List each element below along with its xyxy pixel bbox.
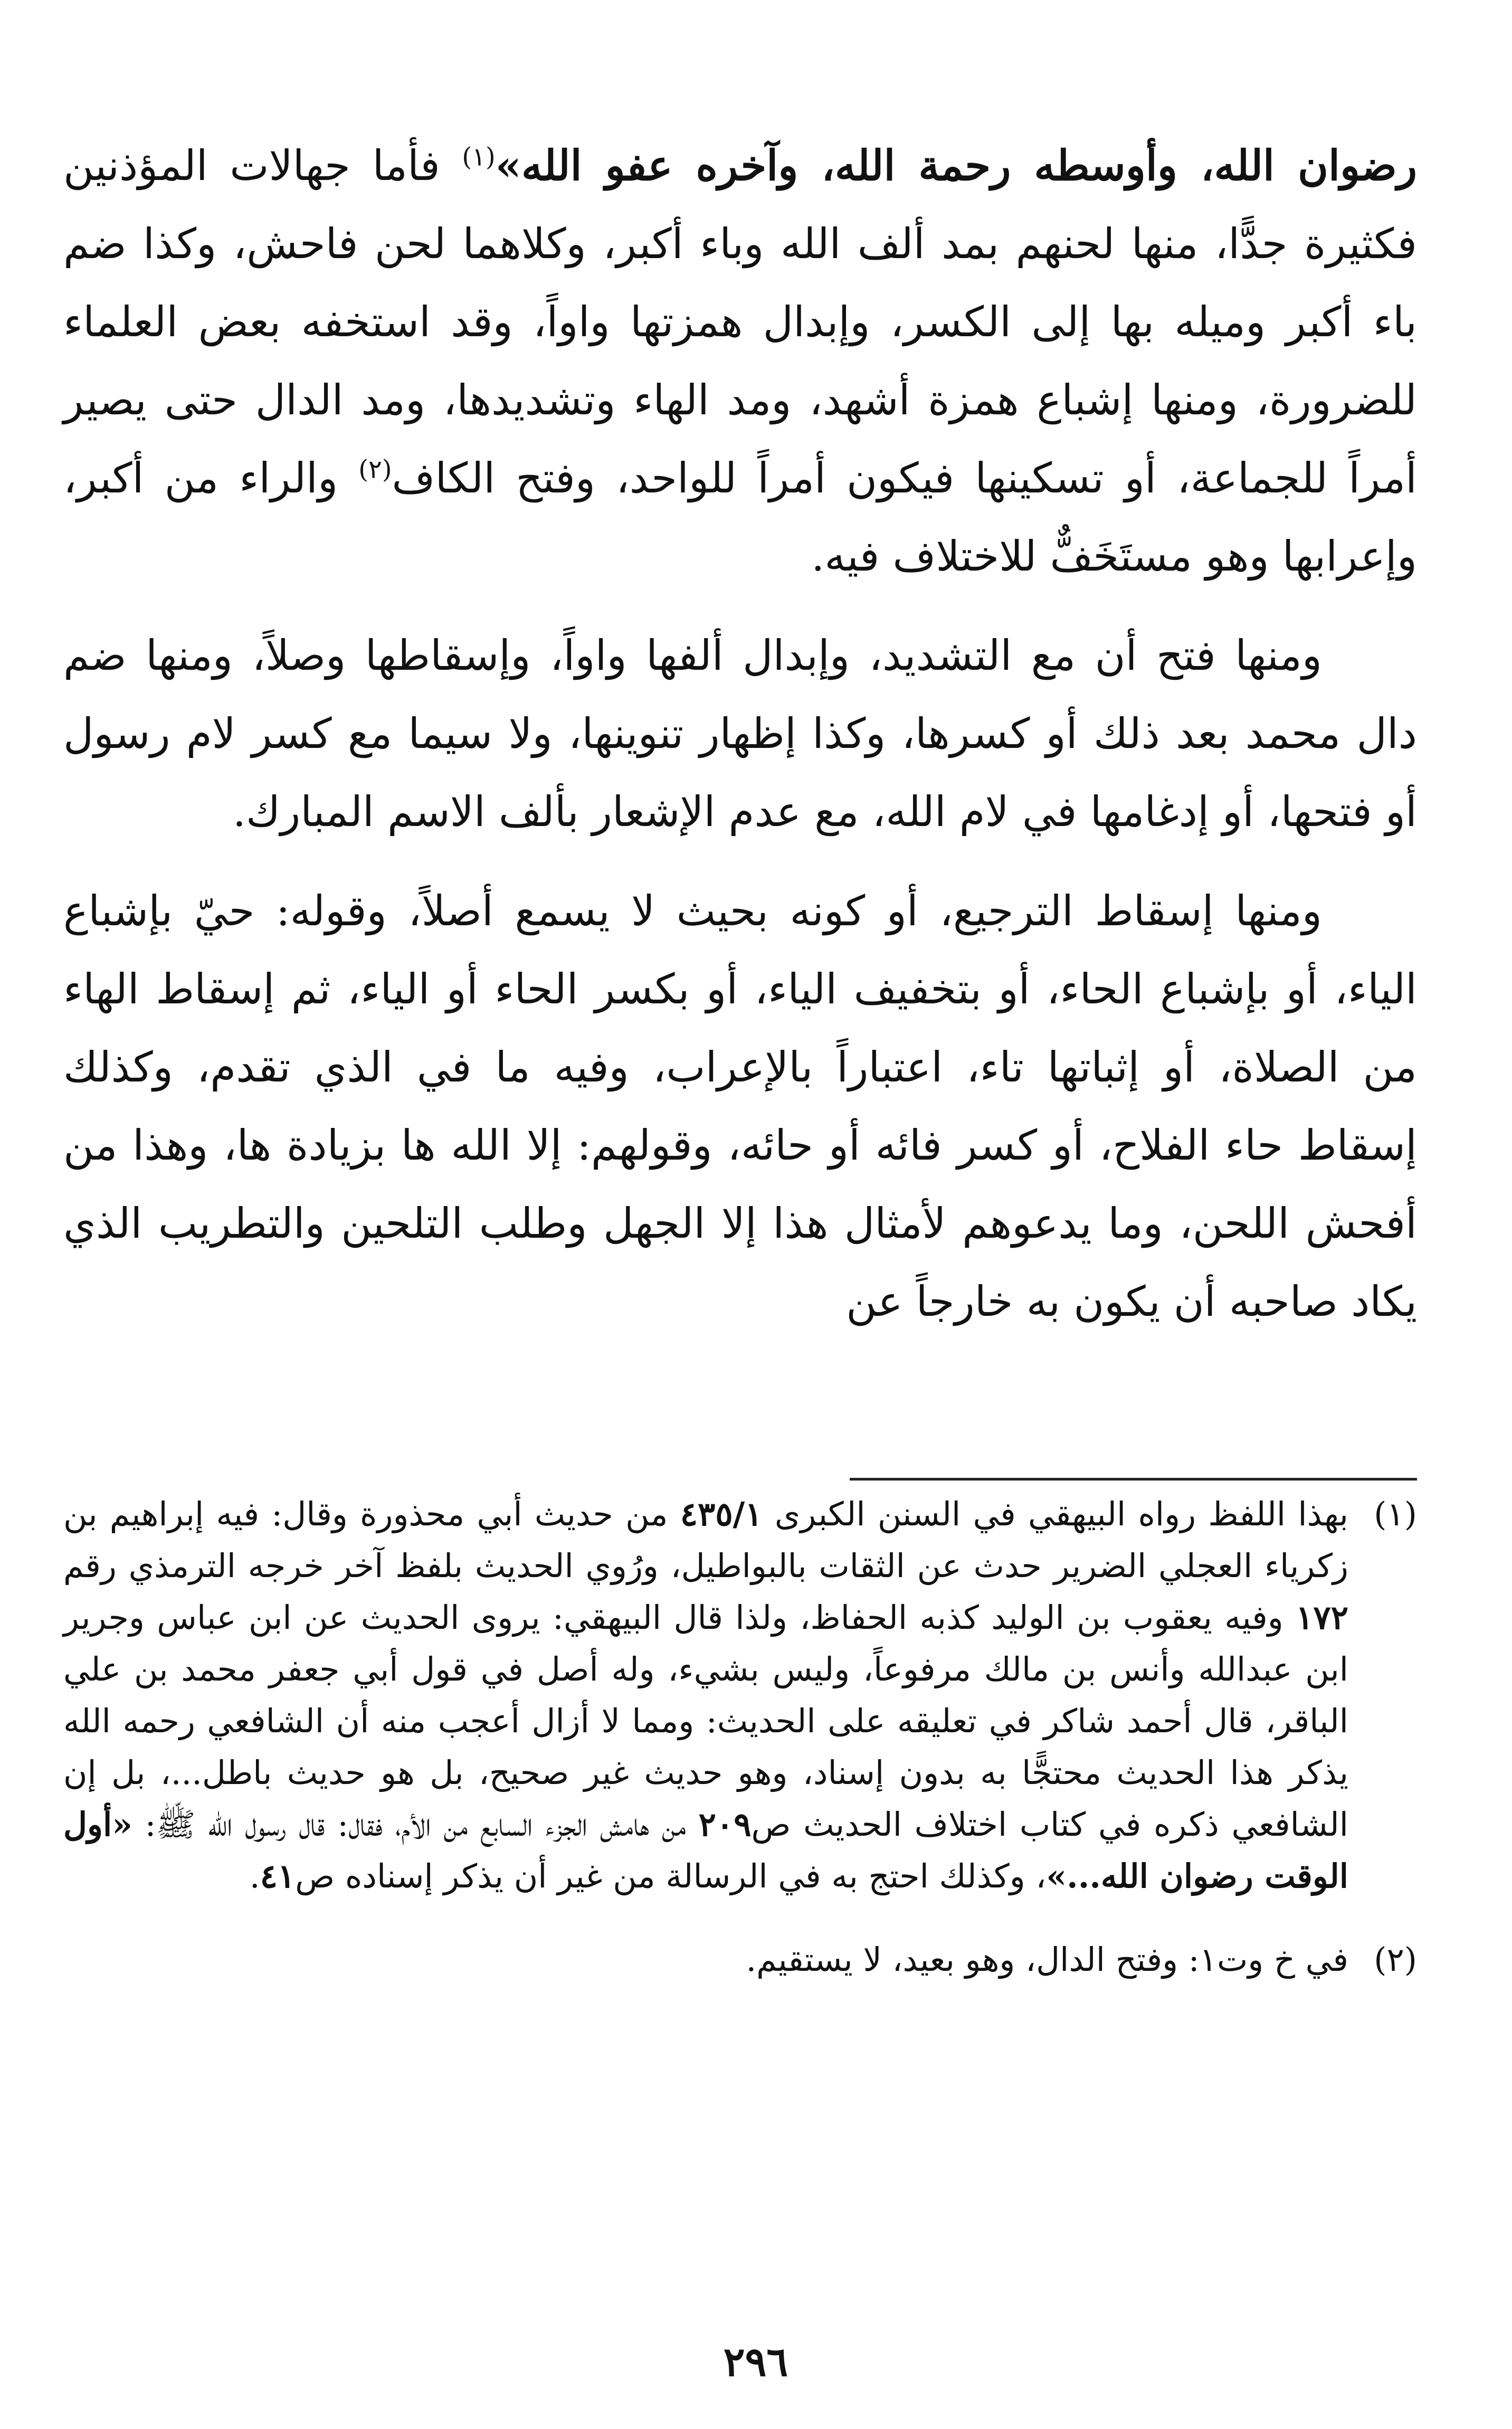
footnote-1-ref-sunan: ٤٣٥/١ — [680, 1495, 763, 1533]
paragraph-3: ومنها إسقاط الترجيع، أو كونه بحيث لا يسمع أصلاً، وقوله: حيّ بإشباع الياء، أو بإشباع الحاء، أو بتخفيف الياء، أو بكسر الحاء أو الياء، ثم إسقاط الهاء من الصلاة، أو إثباتها تاء، اعتباراً بالإعراب، وفيه ما في الذي تقدم، وكذلك إسقاط حاء الفلاح، أو كسر فائه أو حائه، وقولهم: إلا الله ها بزيادة ها، وهذا من أفحش اللحن، وما يدعوهم لأمثال هذا إلا الجهل وطلب التلحين والتطريب الذي يكاد صاحبه أن يكون به خارجاً عن — [63, 887, 1417, 1326]
footnote-1-part-a: بهذا اللفظ رواه البيهقي في السنن الكبرى — [762, 1495, 1348, 1533]
footnote-1-part-e: ، وكذلك احتج به في الرسالة من غير أن يذكر إسناده ص — [295, 1857, 1047, 1895]
paragraph-1 — [63, 127, 1417, 595]
paragraph-1-text-end: والراء من أكبر، وإعرابها وهو مستَخَفٌّ للاختلاف فيه. — [63, 454, 1417, 581]
footnote-ref-2: (٢) — [358, 454, 392, 485]
footnote-2-text: في خ وت١: وفتح الدال، وهو بعيد، لا يستقيم. — [746, 1940, 1348, 1979]
footnote-1-number: (١) — [1374, 1495, 1417, 1533]
paragraph-2: ومنها فتح أن مع التشديد، وإبدال ألفها واواً، وإسقاطها وصلاً، ومنها ضم دال محمد بعد ذلك أو كسرها، وكذا إظهار تنوينها، ولا سيما مع كسر لام رسول أو فتحها، أو إدغامها في لام الله، مع عدم الإشعار بألف الاسم المبارك. — [63, 631, 1417, 836]
footnote-2 — [63, 1934, 1417, 1986]
main-text — [63, 127, 1417, 1362]
paragraph-1-text: فأما جهالات المؤذنين فكثيرة جدًّا، منها لحنهم بمد ألف الله وباء أكبر، وكلاهما لحن فاحش، وكذا ضم باء أكبر وميله بها إلى الكسر، وإبدال همزتها واواً، وقد استخفه بعض العلماء للضرورة، ومنها إشباع همزة أشهد، ومد الهاء وتشديدها، ومد الدال حتى يصير أمراً للجماعة، أو تسكينها فيكون أمراً للواحد، وفتح الكاف — [63, 141, 1417, 502]
footnote-1-ref-tirmidhi: ١٧٢ — [1296, 1598, 1348, 1637]
footnote-ref-1: (١) — [462, 142, 496, 172]
footnote-1-part-f: . — [249, 1857, 260, 1895]
footnote-1-text — [63, 1488, 1348, 1902]
footnote-1-part-c: وفيه يعقوب بن الوليد كذبه الحفاظ، ولذا قال البيهقي: يروى الحديث عن ابن عباس وجرير ابن عبدالله وأنس بن مالك مرفوعاً، وليس بشيء، وله أصل في قول أبي جعفر محمد بن علي الباقر، قال أحمد شاكر في تعليقه على الحديث: ومما لا أزال أعجب منه أن الشافعي رحمه الله يذكر هذا الحديث محتجًّا به بدون إسناد، وهو حديث غير صحيح، بل هو حديث باطل...، بل إن الشافعي ذكره في كتاب اختلاف الحديث ص — [63, 1598, 1348, 1844]
hadith-quote-end: رضوان الله، وأوسطه رحمة الله، وآخره عفو الله» — [495, 141, 1418, 190]
page-number: ٢٩٦ — [723, 2338, 788, 2385]
footnote-2-number: (٢) — [1374, 1940, 1417, 1979]
footnote-1-ref-ikhtilaf: ٢٠٩ — [698, 1805, 752, 1844]
footnote-1-hadith-quote: «أول الوقت رضوان الله...» — [63, 1805, 1348, 1895]
footnotes — [63, 1488, 1417, 2017]
footnote-1 — [63, 1488, 1417, 1902]
footnote-1-part-b: من حديث أبي محذورة وقال: فيه إبراهيم بن زكرياء العجلي الضرير حدث عن الثقات بالبواطيل، ورُوي الحديث بلفظ آخر خرجه الترمذي رقم — [63, 1495, 1348, 1585]
footnote-separator — [850, 1478, 1417, 1481]
footnote-1-ref-risala: ٤١ — [260, 1857, 296, 1895]
footnote-1-part-d: من هامش الجزء السابع من الأم، فقال: قال رسول الله ﷺ: — [132, 1805, 699, 1844]
